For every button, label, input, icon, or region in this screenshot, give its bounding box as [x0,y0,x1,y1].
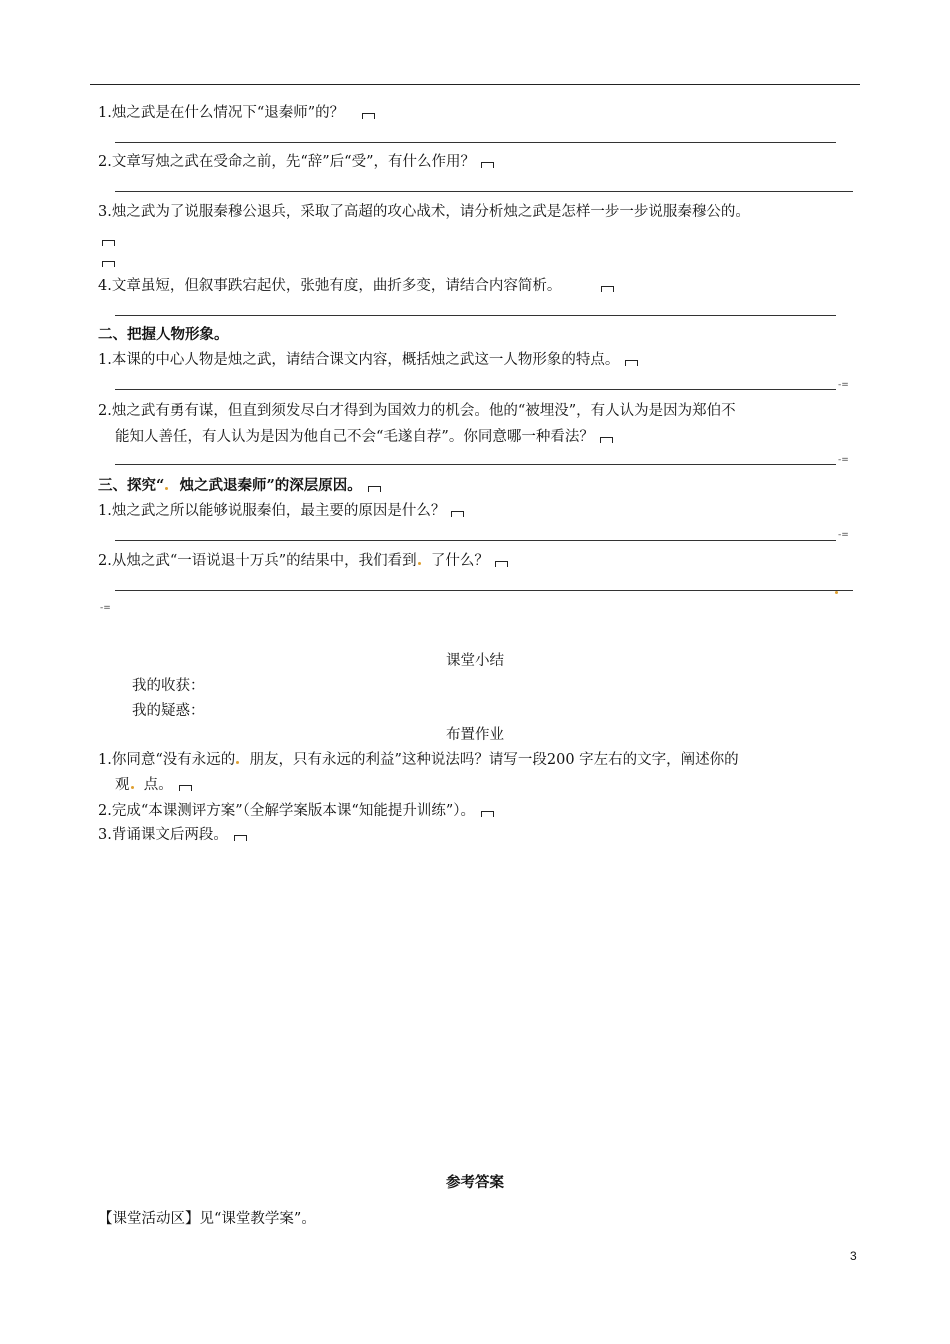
answers-text: 【课堂活动区】见“课堂教学案”。 [98,1211,316,1227]
homework-text: 1.你同意“没有永远的 [98,752,236,768]
line-tail-mark: -= [100,603,111,613]
question-text: 了什么？ [430,553,489,569]
line-tail-mark: -= [838,530,849,540]
section2-question-2-line2 [115,425,613,446]
homework-text: 朋友，只有永远的利益”这种说法吗？请写一段200 字左右的文字，阐述你的 [249,752,739,768]
question-text: 2.从烛之武“一语说退十万兵”的结果中，我们看到 [98,553,417,569]
question-text: 1.烛之武之所以能够说服秦伯，最主要的原因是什么？ [98,503,446,519]
homework-text: 观 [115,777,130,793]
question-text: 3.烛之武为了说服秦穆公退兵，采取了高超的攻心战术，请分析烛之武是怎样一步一步说服秦穆公的。 [98,204,750,220]
edit-mark-icon [234,835,247,841]
question-text: 1.本课的中心人物是烛之武，请结合课文内容，概括烛之武这一人物形象的特点。 [98,352,620,368]
section3-question-1 [98,499,464,520]
edit-mark-icon [362,113,375,119]
edit-mark-icon [179,785,192,791]
answer-line [115,142,836,143]
question-1 [98,101,375,122]
edit-mark-icon [368,486,381,492]
summary-doubt: 我的疑惑： [132,703,205,719]
question-text: 4.文章虽短，但叙事跌宕起伏，张弛有度，曲折多变，请结合内容简析。 [98,278,562,294]
line-tail-mark: -= [838,380,849,390]
page-number: 3 [850,1249,857,1263]
edit-mark-icon [102,232,115,248]
dot-mark [131,786,134,789]
edit-mark-icon [495,561,508,567]
answer-line [115,315,836,316]
edit-mark-icon [102,253,115,269]
homework-item-1 [98,748,739,769]
question-text: 1.烛之武是在什么情况下“退秦师”的？ [98,105,345,121]
edit-mark-icon [481,811,494,817]
question-text: 能知人善任，有人认为是因为他自己不会“毛遂自荐”。你同意哪一种看法？ [115,429,594,445]
answer-line [115,590,853,591]
header-rule [90,84,860,85]
edit-mark-icon [600,437,613,443]
question-3 [98,200,750,221]
question-text: 2.文章写烛之武在受命之前，先“辞”后“受”，有什么作用？ [98,154,475,170]
section-2-heading: 二、把握人物形象。 [98,326,229,343]
homework-text: 2.完成“本课测评方案”（全解学案版本课“知能提升训练”）。 [98,803,475,819]
answers-title: 参考答案 [446,1174,504,1191]
homework-item-1-cont [115,773,192,794]
answer-line [115,389,836,390]
question-2 [98,150,494,171]
edit-mark-icon [625,360,638,366]
heading-part: 烛之武退秦师”的深层原因。 [179,477,362,494]
section-3-heading [98,474,381,495]
summary-title: 课堂小结 [446,653,504,669]
edit-mark-icon [481,162,494,168]
edit-mark-icon [601,286,614,292]
homework-item-3 [98,823,247,844]
dot-mark [834,582,839,598]
question-4 [98,274,614,295]
heading-part: 三、探究“ [98,477,165,494]
section2-question-2-line1: 2.烛之武有勇有谋，但直到须发尽白才得到为国效力的机会。他的“被埋没”，有人认为是因为郑伯不 [98,403,736,419]
dot-mark [236,761,239,764]
summary-gain: 我的收获： [132,678,205,694]
edit-mark-icon [451,511,464,517]
homework-title: 布置作业 [446,727,504,743]
homework-item-2 [98,799,494,820]
answer-line [115,191,853,192]
section3-question-2 [98,549,508,570]
answer-line [115,464,836,465]
section2-question-1 [98,348,638,369]
homework-text: 3.背诵课文后两段。 [98,827,228,843]
dot-mark [165,487,168,490]
dot-mark [418,562,421,565]
line-tail-mark: -= [838,455,849,465]
answer-line [115,540,836,541]
homework-text: 点。 [143,777,173,793]
